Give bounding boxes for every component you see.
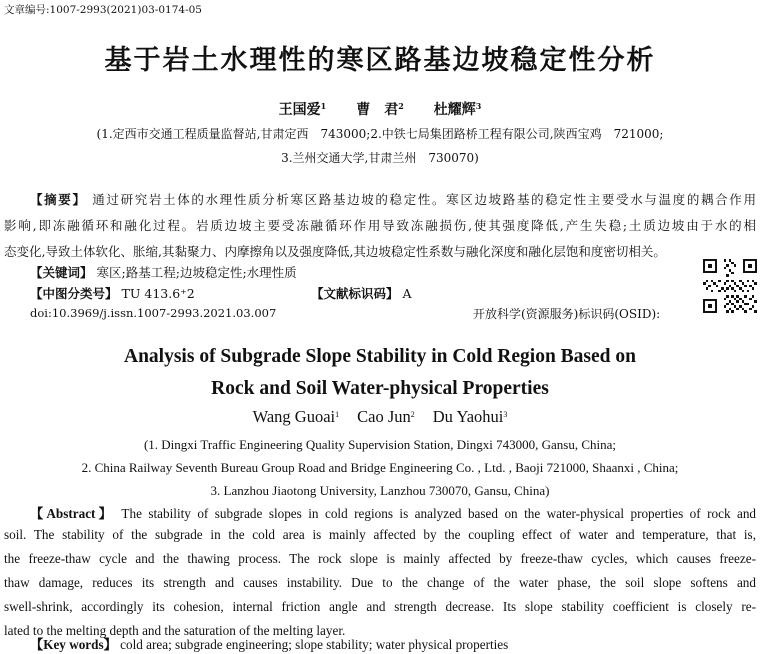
cn-abstract-line-1: 【 摘要 】 通过研究岩土体的水理性质分析寒区路基边坡的稳定性。寒区边坡路基的稳定性主要受水与温度的耦合作用 [4,190,756,216]
document-code-label: 【 文献标识码 】 [311,286,399,301]
cn-abstract [4,190,756,268]
document-code-value: A [402,286,412,301]
en-abstract-line-3: the freeze-thaw cycle and the thawing process. The rock slope is mainly affected by freeze-thaw cycles, which causes freeze- [4,551,756,566]
cn-affiliation-line-2: 3.兰州交通大学,甘肃兰州 730070) [281,151,479,165]
clc-number [30,284,195,302]
cn-author-3: 杜耀辉$^3$ [433,101,482,118]
en-title-line-1: Analysis of Subgrade Slope Stability in Cold Region Based on [124,346,636,367]
cn-author-1: 王国爱$^1$ [278,101,327,118]
qr-finder-bottom-left [703,299,717,313]
qr-finder-top-right [743,259,757,273]
cn-authors [0,99,760,119]
en-abstract-line-6: lated to the melting depth and the saturation of the melting layer. [4,623,346,638]
cn-abstract-label: 【 摘要 】 [30,192,87,207]
cn-author-2: 曹 君$^2$ [356,101,404,118]
osid-label: 开放科学(资源服务)标识码(OSID): [473,307,661,321]
en-keywords-label: 【 Key words 】 [30,637,117,652]
en-abstract-line-2: soil. The stability of the subgrade in the cold area is mainly affected by the coupling effect of water and temperature, that is, [4,527,756,542]
qr-code[interactable] [703,259,757,313]
en-affiliation-line-1: (1. Dingxi Traffic Engineering Quality Supervision Station, Dingxi 743000, Gansu, China; [143,437,617,452]
cn-abstract-line-3: 态变化,导致土体软化、胀缩,其黏聚力、内摩擦角以及强度降低,其边坡稳定性系数与融化深度和融化层饱和度密切相关。 [4,244,666,259]
en-author-2: Cao Jun$^2$ [357,407,415,426]
en-authors [0,407,760,427]
en-abstract-line-4: thaw damage, reduces its strength and causes instability. Due to the change of the water phase, the soil slope softens and [4,575,756,590]
cn-keywords [30,263,297,281]
en-abstract [4,503,756,647]
en-author-3: Du Yaohui$^3$ [432,407,508,426]
en-affiliation-line-2: 2. China Railway Seventh Bureau Group Road and Bridge Engineering Co. , Ltd. , Baoji 721000, Shaanxi , China; [81,460,679,475]
doi[interactable]: doi:10.3969/j.issn.1007-2993.2021.03.007 [30,306,277,320]
cn-abstract-line-2: 影响,即冻融循环和融化过程。岩质边坡主要受冻融循环作用导致冻融损伤,使其强度降低,产生失稳;土质边坡由于水的相 [4,218,756,233]
cn-affiliation-line-1: (1.定西市交通工程质量监督站,甘肃定西 743000;2.中铁七局集团路桥工程有限公司,陕西宝鸡 721000; [96,127,664,141]
en-abstract-label: 【 Abstract 】 [30,506,115,521]
clc-value: TU 413.6⁺2 [121,286,195,301]
clc-label: 【 中图分类号 】 [30,286,118,301]
en-title-line-2: Rock and Soil Water-physical Properties [211,378,549,399]
en-abstract-line-5: swell-shrink, accordingly its cohesion, internal friction angle and strength decrease. Its slope stability coefficient is closely re- [4,599,756,614]
qr-finder-top-left [703,259,717,273]
article-number: 文章编号:1007-2993(2021)03-0174-05 [4,4,202,16]
en-affiliation-line-3: 3. Lanzhou Jiaotong University, Lanzhou 730070, Gansu, China) [210,483,550,498]
page-title: 基于岩土水理性的寒区路基边坡稳定性分析 [104,45,656,76]
cn-keywords-text: 寒区;路基工程;边坡稳定性;水理性质 [96,265,297,280]
en-keywords [30,634,508,653]
cn-keywords-label: 【 关键词 】 [30,265,93,280]
en-author-1: Wang Guoai$^1$ [252,407,340,426]
en-keywords-text: cold area; subgrade engineering; slope stability; water physical properties [120,637,509,652]
en-abstract-line-1: 【 Abstract 】 The stability of subgrade slopes in cold regions is analyzed based on the water-physical properties of rock and [4,503,756,527]
document-code [311,284,412,302]
